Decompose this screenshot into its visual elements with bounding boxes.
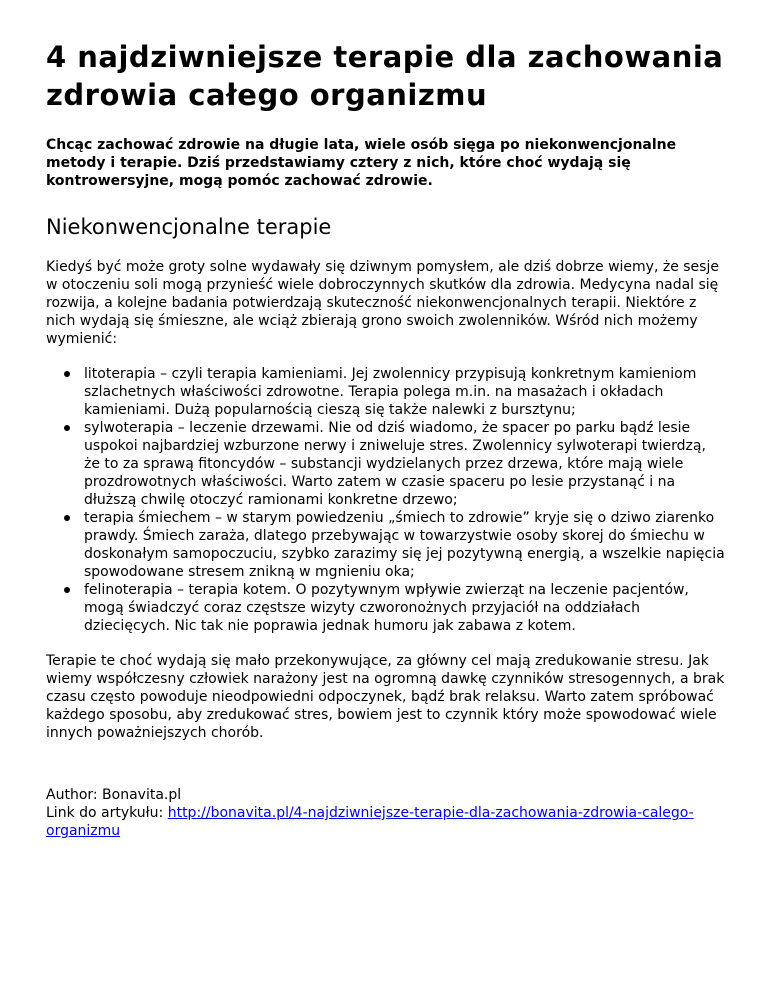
section-heading: Niekonwencjonalne terapie bbox=[46, 215, 332, 239]
author-line: Author: Bonavita.pl bbox=[46, 787, 182, 803]
list-item bbox=[84, 581, 726, 635]
therapy-list bbox=[46, 365, 726, 635]
list-item bbox=[84, 509, 726, 581]
bullet-icon bbox=[64, 371, 70, 377]
article-footer bbox=[46, 786, 726, 840]
article-link-line bbox=[46, 804, 726, 840]
bullet-icon bbox=[64, 425, 70, 431]
list-item bbox=[84, 365, 726, 419]
article-link[interactable]: http://bonavita.pl/4-najdziwniejsze-terapie-dla-zachowania-zdrowia-calego-organizmu bbox=[46, 805, 694, 839]
list-item bbox=[84, 419, 726, 509]
article-title: 4 najdziwniejsze terapie dla zachowania zdrowia całego organizmu bbox=[46, 40, 724, 112]
article-page bbox=[46, 38, 726, 840]
list-item-text: sylwoterapia – leczenie drzewami. Nie od dziś wiadomo, że spacer po parku bądź lesie uspokoi najbardziej wzburzone nerwy i zniweluje stres. Zwolennicy sylwoterapi twierdzą, że to za sprawą fitoncydów – substancji wydzielanych przez drzewa, które mają wiele prozdrowotnych właściwości. Warto zatem w czasie spaceru po lesie przystanąć i na dłuższą chwilę otoczyć ramionami konkretne drzewo; bbox=[84, 420, 706, 508]
list-item-text: felinoterapia – terapia kotem. O pozytywnym wpływie zwierząt na leczenie pacjentów, mogą świadczyć coraz częstsze wizyty czworonożnych przyjaciół na oddziałach dziecięcych. Nic tak nie poprawia jednak humoru jak zabawa z kotem. bbox=[84, 582, 689, 634]
list-item-text: terapia śmiechem – w starym powiedzeniu „śmiech to zdrowie” kryje się o dziwo ziarenko prawdy. Śmiech zaraża, dlatego przebywając w towarzystwie osoby skorej do śmiechu w doskonałym samopoczuciu, szybko zarazimy się jej pozytywną energią, a wszelkie napięcia spowodowane stresem znikną w mgnieniu oka; bbox=[84, 510, 725, 580]
closing-paragraph: Terapie te choć wydają się mało przekonywujące, za główny cel mają zredukowanie stresu. Jak wiemy współczesny człowiek narażony jest na ogromną dawkę czynników stresogennych, a brak czasu często powoduje nieodpowiedni odpoczynek, bądź brak relaksu. Warto zatem spróbować każdego sposobu, aby zredukować stres, bowiem jest to czynnik który może spowodować wiele innych poważniejszych chorób. bbox=[46, 653, 725, 741]
article-link-label: Link do artykułu: bbox=[46, 805, 168, 821]
intro-paragraph: Kiedyś być może groty solne wydawały się dziwnym pomysłem, ale dziś dobrze wiemy, że sesje w otoczeniu soli mogą przynieść wiele dobroczynnych skutków dla zdrowia. Medycyna nadal się rozwija, a kolejne badania potwierdzają skuteczność niekonwencjonalnych terapii. Niektóre z nich wydają się śmieszne, ale wciąż zbierają grono swoich zwolenników. Wśród nich możemy wymienić: bbox=[46, 259, 719, 347]
article-lead: Chcąc zachować zdrowie na długie lata, wiele osób sięga po niekonwencjonalne metody i terapie. Dziś przedstawiamy cztery z nich, które choć wydają się kontrowersyjne, mogą pomóc zachować zdrowie. bbox=[46, 137, 677, 189]
bullet-icon bbox=[64, 515, 70, 521]
list-item-text: litoterapia – czyli terapia kamieniami. Jej zwolennicy przypisują konkretnym kamieniom szlachetnych właściwości zdrowotne. Terapia polega m.in. na masażach i okładach kamieniami. Dużą popularnością cieszą się także nalewki z bursztynu; bbox=[84, 366, 697, 418]
bullet-icon bbox=[64, 587, 70, 593]
